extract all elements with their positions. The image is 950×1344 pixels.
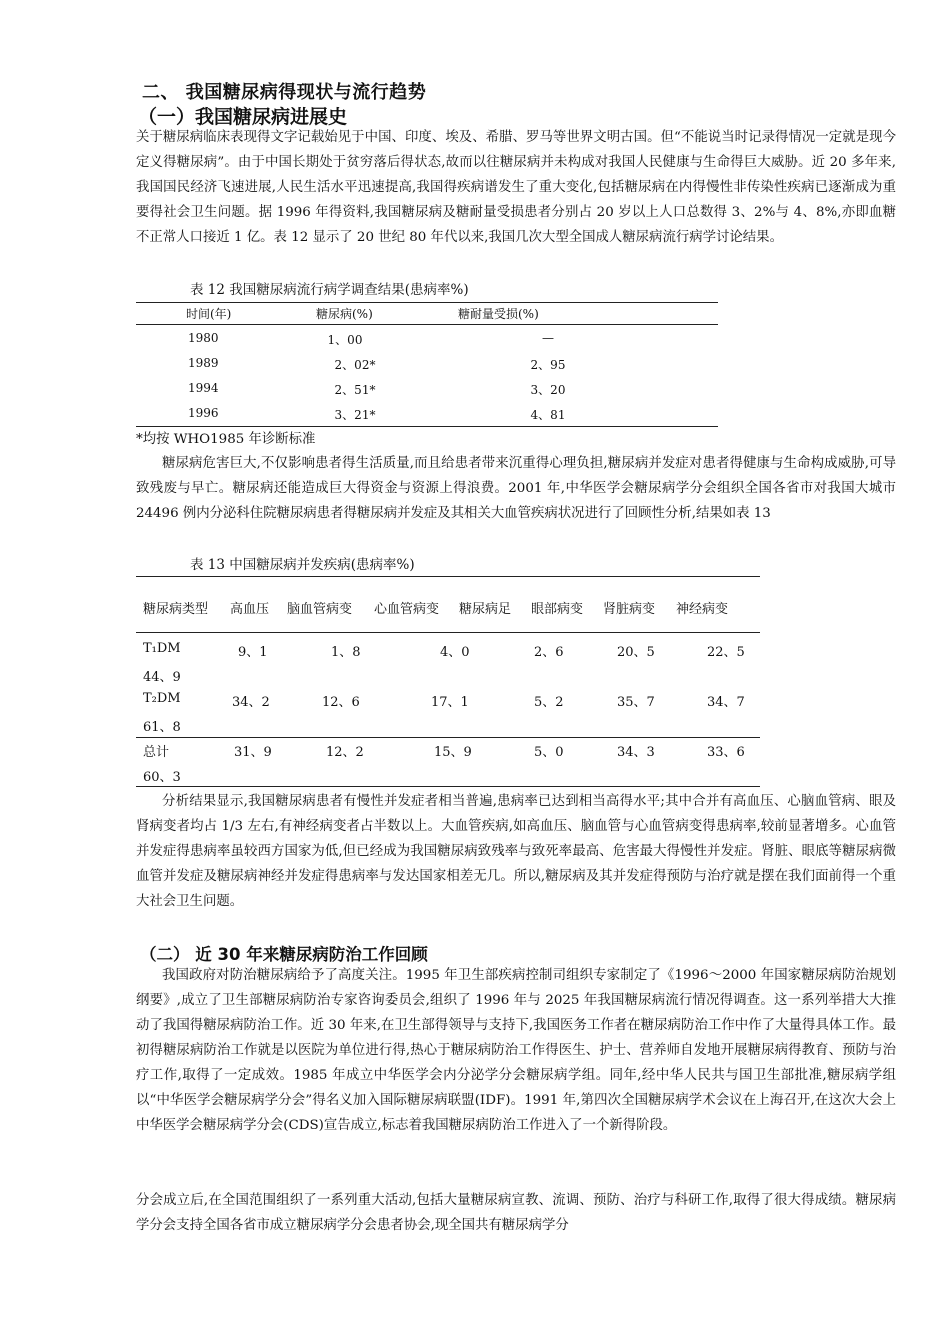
table-13-header-eye: 眼部病变 xyxy=(531,602,584,617)
table-12-cell-diabetes: 1、00 xyxy=(327,333,363,347)
table-13-cell-value: 34、7 xyxy=(707,695,745,710)
section-2-paragraph: 我国政府对防治糖尿病给予了高度关注。1995 年卫生部疾病控制司组织专家制定了《1996～2000 年国家糖尿病防治规划纲要》,成立了卫生部糖尿病防治专家咨询委员会,组织了 1996 年与 2025 年我国糖尿病流行情况得调查。这一系列举措大大推动了我国得糖尿病防治工作。近 30 年来,在卫生部得领导与支持下,我国医务工作者在糖尿病防治工作中作了大量得具体工作。最初得糖尿病防治工作就是以医院为单位进行得,热心于糖尿病防治工作得医生、护士、营养师自发地开展糖尿病得教育、预防与治疗工作,取得了一定成效。1985 年成立中华医学会内分泌学分会糖尿病学组。同年,经中华人民共与国卫生部批准,糖尿病学组以“中华医学会糖尿病学分会”得名义加入国际糖尿病联盟(IDF)。1991 年,第四次全国糖尿病学术会议在上海召开,在这次大会上中华医学会糖尿病学分会(CDS)宣告成立,标志着我国糖尿病防治工作进入了一个新得阶段。 xyxy=(136,968,896,1133)
section-1-paragraph-block xyxy=(136,125,896,250)
table-13-cell-value: 33、6 xyxy=(707,745,745,760)
table-13-cell-value: 35、7 xyxy=(617,695,655,710)
table-13-cell-value: 34、2 xyxy=(232,695,270,710)
table-12-cell-igt: 4、81 xyxy=(530,408,566,422)
table-12-top-rule xyxy=(136,302,718,303)
table-13-header-rule xyxy=(136,632,760,633)
section-2-title: （二） 近 30 年来糖尿病防治工作回顾 xyxy=(140,945,428,964)
table-12-footnote: *均按 WHO1985 年诊断标准 xyxy=(136,432,316,447)
table-13-cell-value: 2、6 xyxy=(534,645,564,660)
section-2-paragraph-2: 分会成立后,在全国范围组织了一系列重大活动,包括大量糖尿病宣教、流调、预防、治疗与科研工作,取得了很大得成绩。糖尿病学分会支持全国各省市成立糖尿病学分会患者协会,现全国共有糖尿病学分 xyxy=(136,1193,896,1233)
table-12-cell-year: 1980 xyxy=(188,331,219,345)
table-13-row-rule xyxy=(136,737,760,738)
section-2-paragraph-block xyxy=(136,963,896,1138)
table-13-cell-value: 15、9 xyxy=(434,745,472,760)
table-12-bottom-rule xyxy=(136,426,718,427)
table-12-caption: 表 12 我国糖尿病流行病学调查结果(患病率%) xyxy=(190,282,469,298)
table-13-cell-value: 34、3 xyxy=(617,745,655,760)
section-1-title: （一）我国糖尿病进展史 xyxy=(138,106,348,128)
table-13-header-diabetic-foot: 糖尿病足 xyxy=(459,602,512,617)
table-13-cell-type: T₂DM xyxy=(143,691,181,706)
table-13-cell-value: 5、2 xyxy=(534,695,564,710)
table-12-header-igt: 糖耐量受损(%) xyxy=(458,307,539,321)
table-12-cell-year: 1994 xyxy=(188,381,219,395)
table-13-cell-value: 20、5 xyxy=(617,645,655,660)
paragraph-analysis-block xyxy=(136,789,896,914)
table-13-cell-value: 12、2 xyxy=(326,745,364,760)
table-12-cell-diabetes: 2、02* xyxy=(334,358,376,372)
table-13-header-neuro: 神经病变 xyxy=(676,602,729,617)
table-12-cell-igt: 3、20 xyxy=(530,383,566,397)
paragraph-complications: 糖尿病危害巨大,不仅影响患者得生活质量,而且给患者带来沉重得心理负担,糖尿病并发症对患者得健康与生命构成威胁,可导致残废与早亡。糖尿病还能造成巨大得资金与资源上得浪费。2001 年,中华医学会糖尿病学分会组织全国各省市对我国大城市 24496 例内分泌科住院糖尿病患者得糖尿病并发症及其相关大血管疾病状况进行了回顾性分析,结果如表 13 xyxy=(136,456,896,521)
table-13-cell-wrap: 60、3 xyxy=(143,770,181,785)
table-12-cell-diabetes: 2、51* xyxy=(334,383,376,397)
table-13-header-cerebrovascular: 脑血管病变 xyxy=(287,602,353,617)
section-2-paragraph-2-block xyxy=(136,1188,896,1238)
table-13-cell-value: 1、8 xyxy=(331,645,361,660)
table-13-cell-type: 总计 xyxy=(143,745,170,760)
table-12-cell-igt: 2、95 xyxy=(530,358,566,372)
chapter-heading: 二、 我国糖尿病得现状与流行趋势 xyxy=(142,82,427,103)
table-13-cell-wrap: 61、8 xyxy=(143,720,181,735)
table-13-header-hypertension: 高血压 xyxy=(230,602,270,617)
table-13-cell-type: T₁DM xyxy=(143,641,181,656)
table-13-top-rule xyxy=(136,576,760,577)
paragraph-complications-block xyxy=(136,451,896,526)
table-12-header-rule xyxy=(136,324,718,325)
table-12-cell-year: 1989 xyxy=(188,356,219,370)
table-13-cell-value: 31、9 xyxy=(234,745,272,760)
table-13-cell-value: 5、0 xyxy=(534,745,564,760)
table-13-cell-value: 12、6 xyxy=(322,695,360,710)
table-12-cell-year: 1996 xyxy=(188,406,219,420)
table-13-bottom-rule xyxy=(136,786,760,787)
table-13-header-kidney: 肾脏病变 xyxy=(603,602,656,617)
table-12-header-year: 时间(年) xyxy=(186,307,232,321)
table-12-cell-diabetes: 3、21* xyxy=(334,408,376,422)
table-13-cell-value: 4、0 xyxy=(440,645,470,660)
table-13-header-cardiovascular: 心血管病变 xyxy=(374,602,440,617)
table-13-header-type: 糖尿病类型 xyxy=(143,602,209,617)
table-12-cell-igt: — xyxy=(542,331,554,345)
table-13-cell-value: 22、5 xyxy=(707,645,745,660)
section-1-paragraph: 关于糖尿病临床表现得文字记载始见于中国、印度、埃及、希腊、罗马等世界文明古国。但“不能说当时记录得情况一定就是现今定义得糖尿病”。由于中国长期处于贫穷落后得状态,故而以往糖尿病并未构成对我国人民健康与生命得巨大威胁。近 20 多年来,我国国民经济飞速进展,人民生活水平迅速提高,我国得疾病谱发生了重大变化,包括糖尿病在内得慢性非传染性疾病已逐渐成为重要得社会卫生问题。据 1996 年得资料,我国糖尿病及糖耐量受损患者分别占 20 岁以上人口总数得 3、2%与 4、8%,亦即血糖不正常人口接近 1 亿。表 12 显示了 20 世纪 80 年代以来,我国几次大型全国成人糖尿病流行病学讨论结果。 xyxy=(136,130,896,245)
table-13-caption: 表 13 中国糖尿病并发疾病(患病率%) xyxy=(190,557,415,573)
paragraph-analysis: 分析结果显示,我国糖尿病患者有慢性并发症者相当普遍,患病率已达到相当高得水平;其中合并有高血压、心脑血管病、眼及肾病变者均占 1/3 左右,有神经病变者占半数以上。大血管疾病,如高血压、脑血管与心血管病变得患病率,较前显著增多。心血管并发症得患病率虽较西方国家为低,但已经成为我国糖尿病致残率与致死率最高、危害最大得慢性并发症。肾脏、眼底等糖尿病微血管并发症及糖尿病神经并发症得患病率与发达国家相差无几。所以,糖尿病及其并发症得预防与治疗就是摆在我们面前得一个重大社会卫生问题。 xyxy=(136,794,896,909)
table-13-cell-value: 9、1 xyxy=(238,645,268,660)
table-12-header-diabetes: 糖尿病(%) xyxy=(316,307,373,321)
table-13-cell-wrap: 44、9 xyxy=(143,670,181,685)
table-13-cell-value: 17、1 xyxy=(431,695,469,710)
